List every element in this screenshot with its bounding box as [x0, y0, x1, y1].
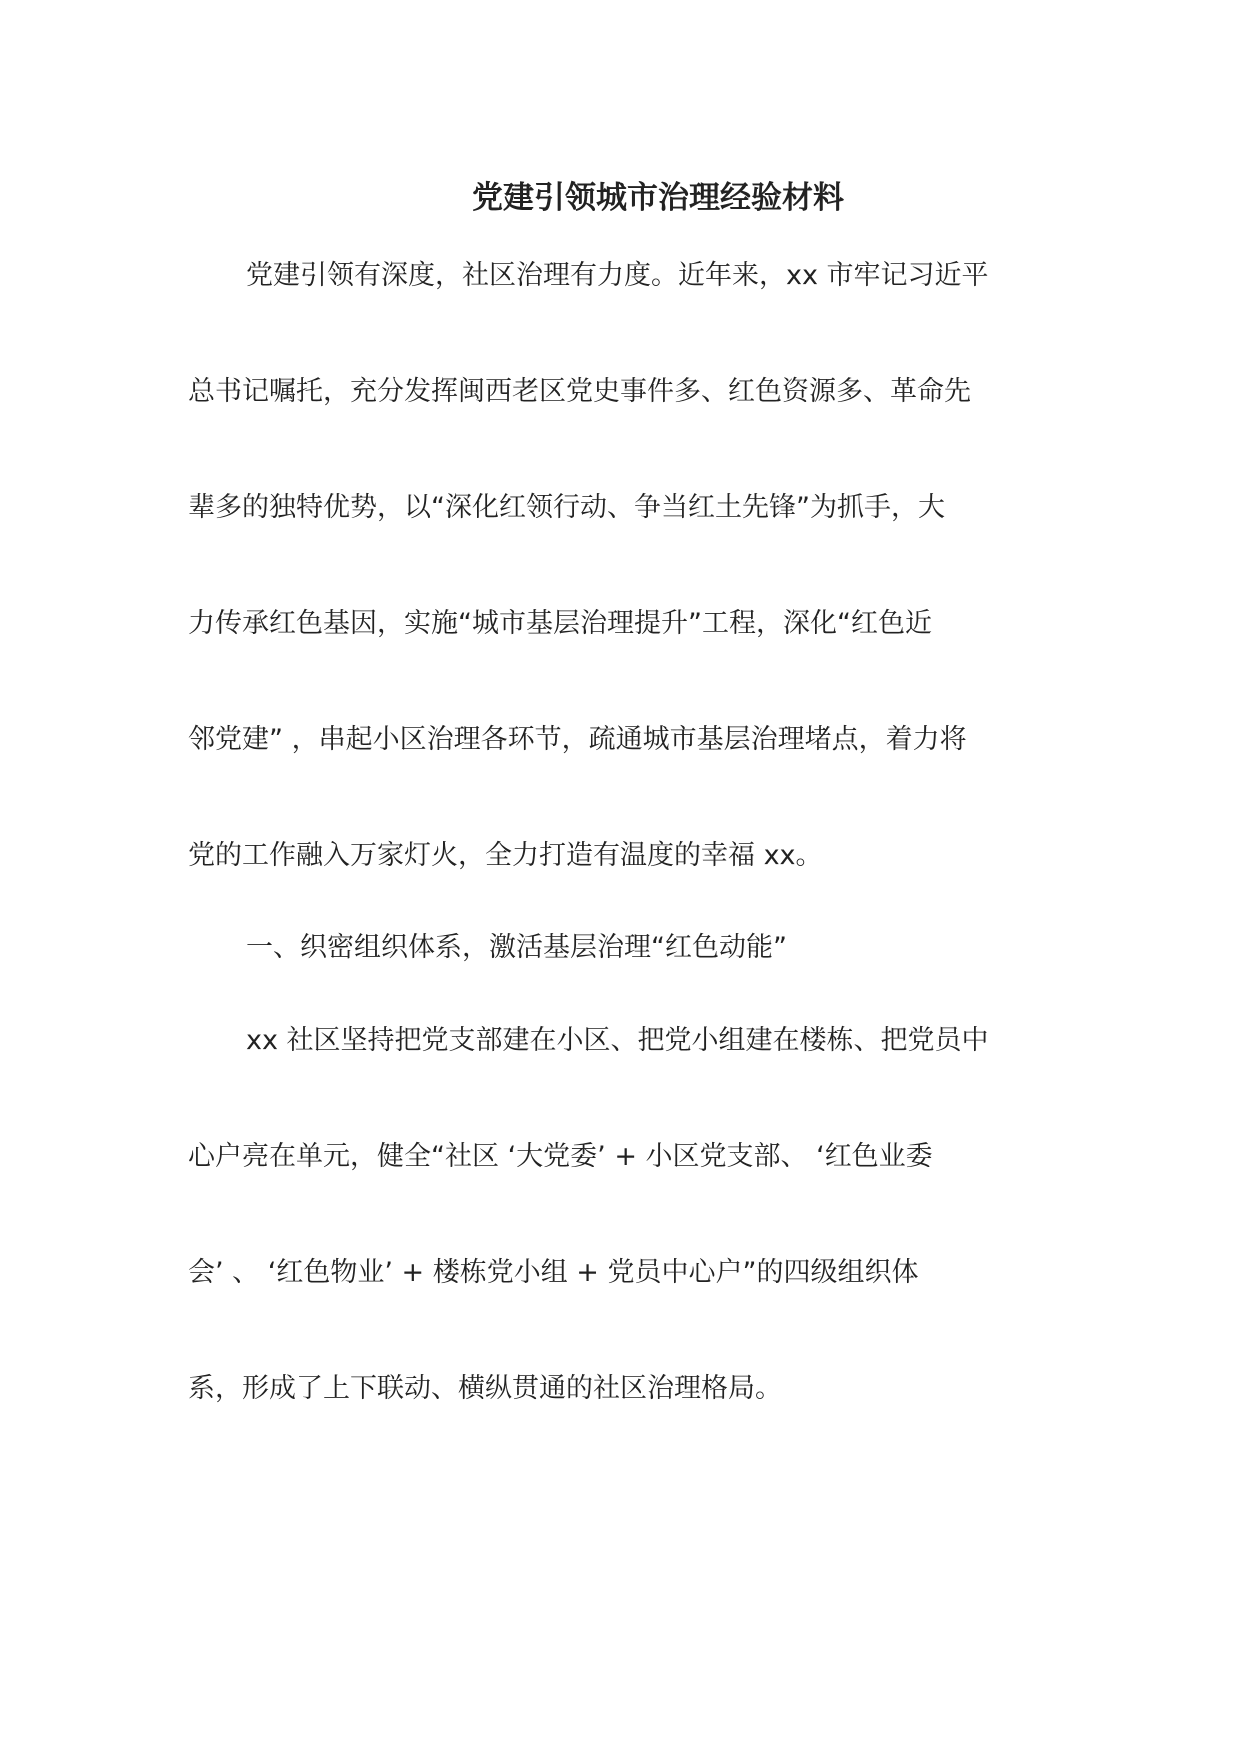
paragraph-2-line-4: 系，形成了上下联动、横纵贯通的社区治理格局。 — [188, 1373, 782, 1404]
document-title: 党建引领城市治理经验材料 — [472, 180, 844, 216]
paragraph-1-line-5: 邻党建” ，串起小区治理各环节，疏通城市基层治理堵点，着力将 — [188, 724, 967, 755]
paragraph-1-line-6: 党的工作融入万家灯火，全力打造有温度的幸福 xx。 — [188, 840, 823, 871]
paragraph-1-line-2: 总书记嘱托，充分发挥闽西老区党史事件多、红色资源多、革命先 — [188, 376, 971, 407]
paragraph-2-line-2: 心户亮在单元，健全“社区 ‘大党委’ + 小区党支部、 ‘红色业委 — [188, 1141, 933, 1172]
section-heading-1: 一、织密组织体系，激活基层治理“红色动能” — [246, 932, 787, 963]
paragraph-1-line-1: 党建引领有深度，社区治理有力度。近年来，xx 市牢记习近平 — [246, 260, 989, 291]
paragraph-2-line-1: xx 社区坚持把党支部建在小区、把党小组建在楼栋、把党员中 — [246, 1025, 989, 1056]
paragraph-1-line-4: 力传承红色基因，实施“城市基层治理提升”工程，深化“红色近 — [188, 608, 932, 639]
paragraph-1-line-3: 辈多的独特优势，以“深化红领行动、争当红土先锋”为抓手，大 — [188, 492, 945, 523]
paragraph-2-line-3: 会’ 、 ‘红色物业’ + 楼栋党小组 + 党员中心户”的四级组织体 — [188, 1257, 919, 1288]
